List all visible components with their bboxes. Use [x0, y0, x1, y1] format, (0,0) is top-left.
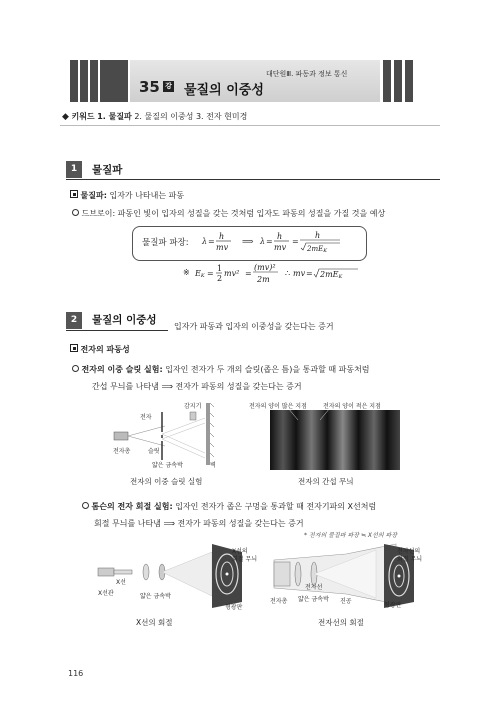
fig3-label-foil: 얇은 금속박: [140, 593, 171, 600]
page-number: 116: [68, 669, 84, 678]
circle-bullet-icon: [72, 209, 79, 216]
page-title: 물질의 이중성: [184, 83, 264, 98]
header-bar-left-4: [100, 60, 128, 102]
svg-text:mv: mv: [293, 269, 306, 278]
fig4-label-foil: 얇은 금속박: [298, 596, 329, 603]
exp2-text1: 입자인 전자가 좁은 구멍을 통과할 때 전자기파의 X선처럼: [172, 502, 377, 511]
svg-text:=: =: [292, 237, 299, 246]
svg-text:⟹: ⟹: [242, 237, 254, 246]
fig3-label-xray: X선: [116, 579, 126, 586]
interference-pattern-image: [270, 410, 400, 470]
section1-point-text: 입자가 나타내는 파동: [106, 191, 185, 200]
formula-label: 물질파 파장:: [142, 238, 189, 248]
fig1-label-electron: 전자: [140, 414, 152, 421]
lesson-number: 35: [139, 78, 160, 96]
section1-sub: [72, 208, 385, 219]
header-bar-right-1: [383, 60, 391, 102]
fig3-label-pattern2: 회절 무늬: [232, 556, 258, 563]
svg-text:λ: λ: [260, 237, 266, 246]
section2-title: 물질의 이중성: [92, 314, 157, 326]
circle-bullet-icon: [72, 365, 79, 372]
square-bullet-icon: [70, 190, 78, 198]
fig2-label-few: 전자의 양이 적은 지점: [323, 403, 381, 410]
svg-text:2m: 2m: [257, 275, 270, 284]
fig3-caption: X선의 회절: [136, 618, 173, 627]
svg-text:2: 2: [217, 274, 223, 283]
svg-text:∴: ∴: [285, 269, 291, 278]
fig4-label-pattern2: 회절 무늬: [397, 556, 423, 563]
header-bar-left-3: [90, 60, 98, 102]
fig3-label-tube: X선관: [98, 590, 114, 597]
keywords-label: 키워드: [71, 112, 95, 121]
svg-text:h: h: [219, 232, 225, 241]
energy-formula: [193, 260, 368, 288]
section1-point-label: 물질파:: [80, 191, 107, 200]
wavelength-formula: [200, 228, 365, 258]
fig1-label-foil: 얇은 금속박: [152, 462, 183, 469]
section1-underline: [66, 179, 440, 180]
section2-number: 2: [66, 312, 82, 329]
fig4-caption: 전자선의 회절: [318, 618, 364, 627]
svg-text:=: =: [208, 237, 215, 246]
header-bar-right-2: [394, 60, 402, 102]
keywords-divider: [60, 125, 440, 126]
section1-title: 물질파: [92, 164, 123, 176]
svg-text:h: h: [277, 232, 283, 241]
fig3-label-pattern1: X선의: [232, 548, 248, 555]
section1-point: [70, 190, 184, 201]
handwritten-note: * 전자의 물질파 파장 ≒ X선의 파장: [304, 532, 398, 539]
exp1-label: 전자의 이중 슬릿 실험:: [81, 365, 163, 374]
header-bar-right-3: [405, 60, 413, 102]
keywords-line: [62, 111, 247, 122]
fig1-label-slit: 슬릿: [148, 448, 160, 455]
circle-bullet-icon: [82, 502, 89, 509]
section1-sub-text: 드브로이: 파동인 빛이 입자의 성질을 갖는 것처럼 입자도 파동의 성질을 가질 것을 예상: [81, 209, 386, 218]
svg-text:1: 1: [217, 264, 223, 273]
fig4-label-screen: 형광판: [384, 602, 402, 609]
unit-label: 대단원Ⅲ. 파동과 정보 통신: [266, 70, 348, 78]
exp2-line2: 회절 무늬를 나타냄 ⟹ 전자가 파동의 성질을 갖는다는 증거: [94, 519, 304, 528]
svg-text:mv²: mv²: [224, 269, 240, 278]
section2-subtitle: 입자가 파동과 입자의 이중성을 갖는다는 증거: [174, 322, 334, 331]
header-bar-left-2: [80, 60, 88, 102]
svg-text:h: h: [315, 231, 321, 240]
svg-text:=: =: [266, 237, 273, 246]
note-mark: ※: [183, 268, 190, 277]
double-slit-diagram: [110, 398, 245, 468]
section1-number: 1: [66, 161, 82, 178]
svg-text:=: =: [207, 269, 214, 278]
section2-point-label: 전자의 파동성: [80, 345, 130, 354]
fig3-label-screen: 형광판: [225, 604, 243, 611]
svg-text:EK: EK: [195, 269, 205, 279]
exp2-line1: [82, 501, 376, 512]
header-bar-left-1: [70, 60, 78, 102]
fig2-label-many: 전자의 양이 많은 지점: [249, 403, 307, 410]
fig1-label-gun: 전자총: [113, 448, 131, 455]
exp2-label: 톰슨의 전자 회절 실험:: [91, 502, 173, 511]
svg-text:mv: mv: [274, 243, 287, 252]
fig2-caption: 전자의 간섭 무늬: [298, 477, 354, 486]
exp1-line1: [72, 364, 370, 375]
svg-text:2mEK: 2mEK: [307, 245, 327, 254]
fig4-label-vacuum: 진공: [340, 598, 352, 605]
svg-text:mv: mv: [216, 243, 229, 252]
svg-text:(mv)²: (mv)²: [254, 263, 276, 272]
section2-underline: [66, 330, 168, 331]
fig4-label-pattern1: 전자선의: [397, 548, 421, 555]
square-bullet-icon: [70, 344, 78, 352]
svg-text:=: =: [245, 269, 252, 278]
keyword-1: 1. 물질파: [97, 112, 132, 121]
keyword-3: 3. 전자 현미경: [195, 112, 248, 121]
section2-point: [70, 344, 130, 355]
diamond-bullet-icon: ◆: [62, 112, 69, 122]
fig4-label-gun: 전자총: [270, 598, 288, 605]
keyword-2: 2. 물질의 이중성: [134, 112, 194, 121]
fig1-label-detector: 감지기: [184, 403, 202, 410]
svg-text:λ: λ: [202, 237, 208, 246]
exp1-line2: 간섭 무늬를 나타냄 ⟹ 전자가 파동의 성질을 갖는다는 증거: [92, 382, 302, 391]
exp1-text1: 입자인 전자가 두 개의 슬릿(좁은 틈)을 통과할 때 파동처럼: [162, 365, 370, 374]
svg-text:2mEK: 2mEK: [320, 270, 343, 280]
fig4-label-beam: 전자선: [305, 584, 323, 591]
fig1-caption: 전자의 이중 슬릿 실험: [130, 477, 203, 486]
fig1-label-wall: 벽: [210, 462, 216, 469]
lesson-tag: 강: [163, 81, 174, 92]
svg-text:=: =: [306, 269, 313, 278]
